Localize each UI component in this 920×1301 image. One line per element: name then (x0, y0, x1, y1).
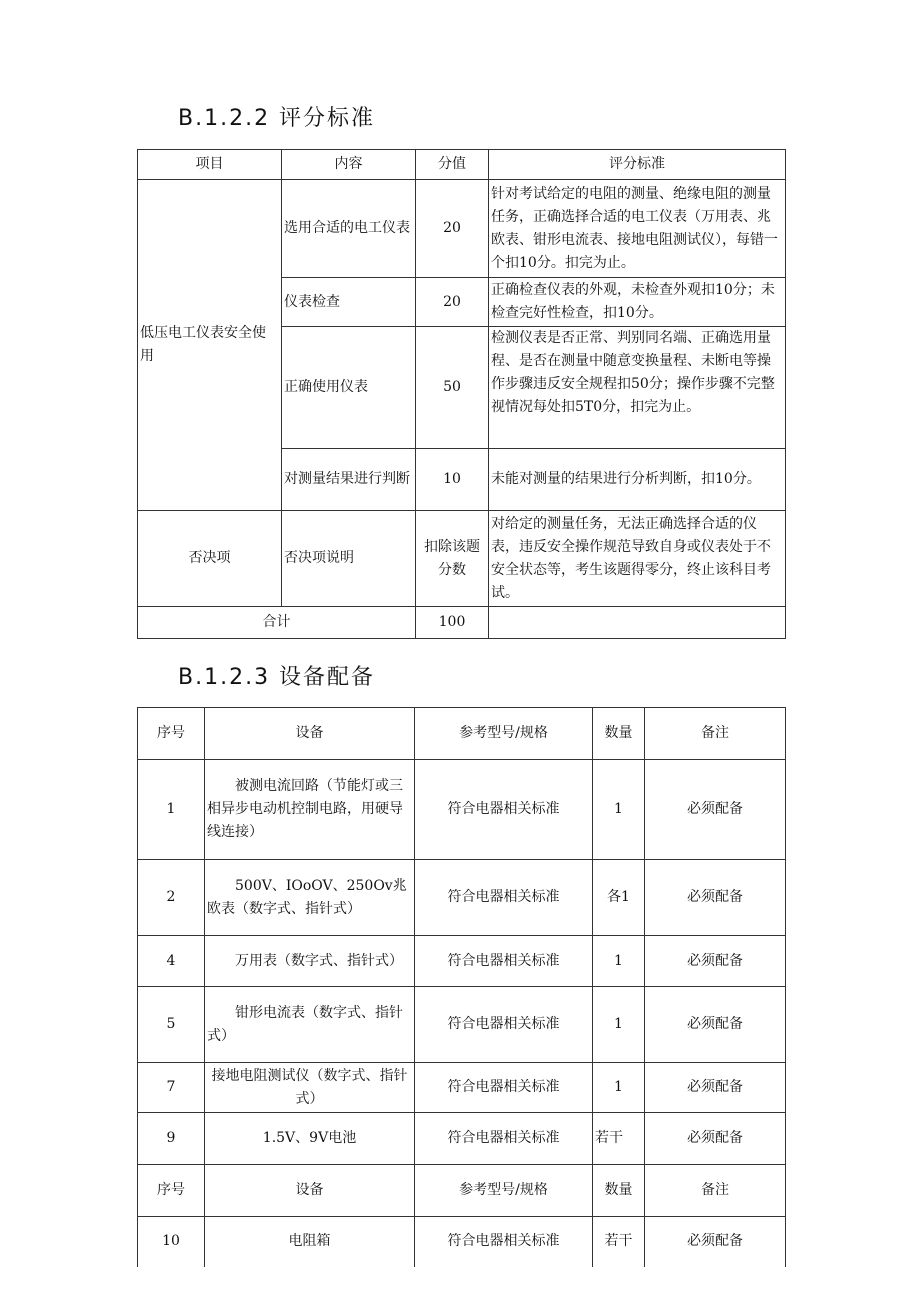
no-cell: 5 (138, 987, 205, 1063)
no-cell: 9 (138, 1113, 205, 1165)
spec-cell: 符合电器相关标准 (415, 987, 593, 1063)
header-cell: 项目 (138, 150, 282, 180)
spec-cell: 符合电器相关标准 (415, 860, 593, 936)
criteria-cell: 正确检查仪表的外观，未检查外观扣10分；未检查完好性检查，扣10分。 (489, 278, 786, 327)
content-cell: 正确使用仪表 (282, 327, 416, 449)
device-cell: 被测电流回路（节能灯或三相异步电动机控制电路，用硬导线连接） (205, 760, 415, 860)
header-cell: 参考型号/规格 (415, 1165, 593, 1217)
no-cell: 4 (138, 936, 205, 987)
spec-cell: 符合电器相关标准 (415, 1113, 593, 1165)
header-cell: 序号 (138, 1165, 205, 1217)
no-cell: 1 (138, 760, 205, 860)
score-cell: 50 (416, 327, 489, 449)
table-header-row-repeat (138, 1165, 786, 1217)
qty-cell: 1 (593, 987, 645, 1063)
device-cell: 万用表（数字式、指针式） (205, 936, 415, 987)
header-cell: 内容 (282, 150, 416, 180)
table-row (138, 760, 786, 860)
note-cell: 必须配备 (645, 936, 786, 987)
qty-cell: 1 (593, 936, 645, 987)
device-cell: 500V、IOoOV、250Ov兆欧表（数字式、指针式） (205, 860, 415, 936)
section-heading-equipment: B.1.2.3 设备配备 (178, 665, 376, 690)
criteria-cell: 未能对测量的结果进行分析判断，扣10分。 (489, 449, 786, 511)
total-score: 100 (416, 607, 489, 639)
qty-cell: 1 (593, 1063, 645, 1113)
note-cell: 必须配备 (645, 987, 786, 1063)
total-row (138, 607, 786, 639)
veto-item-cell: 否决项 (138, 511, 282, 607)
spec-cell: 符合电器相关标准 (415, 760, 593, 860)
criteria-cell: 检测仪表是否正常、判别同名端、正确选用量程、是否在测量中随意变换量程、未断电等操作步骤违反安全规程扣50分；操作步骤不完整视情况每处扣5T0分，扣完为止。 (489, 327, 786, 449)
total-empty-cell (489, 607, 786, 639)
table-header-row (138, 708, 786, 760)
header-cell: 评分标准 (489, 150, 786, 180)
device-cell: 电阻箱 (205, 1217, 415, 1267)
device-cell: 接地电阻测试仪（数字式、指针式） (205, 1063, 415, 1113)
spec-cell: 符合电器相关标准 (415, 936, 593, 987)
header-cell: 设备 (205, 708, 415, 760)
note-cell: 必须配备 (645, 860, 786, 936)
veto-content-cell: 否决项说明 (282, 511, 416, 607)
note-cell: 必须配备 (645, 1113, 786, 1165)
veto-criteria-cell: 对给定的测量任务，无法正确选择合适的仪表，违反安全操作规范导致自身或仪表处于不安全状态等，考生该题得零分，终止该科目考试。 (489, 511, 786, 607)
qty-cell: 若干 (593, 1217, 645, 1267)
header-cell: 分值 (416, 150, 489, 180)
note-cell: 必须配备 (645, 760, 786, 860)
note-cell: 必须配备 (645, 1063, 786, 1113)
score-cell: 20 (416, 278, 489, 327)
project-cell: 低压电工仪表安全使用 (138, 180, 282, 511)
no-cell: 2 (138, 860, 205, 936)
table-row (138, 987, 786, 1063)
table-row (138, 860, 786, 936)
content-cell: 对测量结果进行判断 (282, 449, 416, 511)
score-cell: 10 (416, 449, 489, 511)
device-cell: 钳形电流表（数字式、指针式） (205, 987, 415, 1063)
header-cell: 设备 (205, 1165, 415, 1217)
criteria-cell: 针对考试给定的电阻的测量、绝缘电阻的测量任务，正确选择合适的电工仪表（万用表、兆欧表、钳形电流表、接地电阻测试仪），每错一个扣10分。扣完为止。 (489, 180, 786, 278)
table-row (138, 1113, 786, 1165)
table-row (138, 936, 786, 987)
header-cell: 序号 (138, 708, 205, 760)
table-row (138, 180, 786, 278)
score-cell: 20 (416, 180, 489, 278)
device-cell: 1.5V、9V电池 (205, 1113, 415, 1165)
equipment-table (137, 707, 786, 1267)
qty-cell: 若干 (593, 1113, 645, 1165)
header-cell: 参考型号/规格 (415, 708, 593, 760)
header-cell: 数量 (593, 1165, 645, 1217)
header-cell: 备注 (645, 708, 786, 760)
content-cell: 仪表检查 (282, 278, 416, 327)
spec-cell: 符合电器相关标准 (415, 1063, 593, 1113)
total-label: 合计 (138, 607, 416, 639)
header-cell: 备注 (645, 1165, 786, 1217)
content-cell: 选用合适的电工仪表 (282, 180, 416, 278)
veto-row (138, 511, 786, 607)
section-heading-scoring: B.1.2.2 评分标准 (178, 106, 376, 131)
qty-cell: 1 (593, 760, 645, 860)
qty-cell: 各1 (593, 860, 645, 936)
no-cell: 10 (138, 1217, 205, 1267)
no-cell: 7 (138, 1063, 205, 1113)
spec-cell: 符合电器相关标准 (415, 1217, 593, 1267)
table-header-row (138, 150, 786, 180)
header-cell: 数量 (593, 708, 645, 760)
scoring-table (137, 149, 786, 639)
note-cell: 必须配备 (645, 1217, 786, 1267)
table-row (138, 1217, 786, 1267)
table-row (138, 1063, 786, 1113)
veto-score-cell: 扣除该题分数 (416, 511, 489, 607)
